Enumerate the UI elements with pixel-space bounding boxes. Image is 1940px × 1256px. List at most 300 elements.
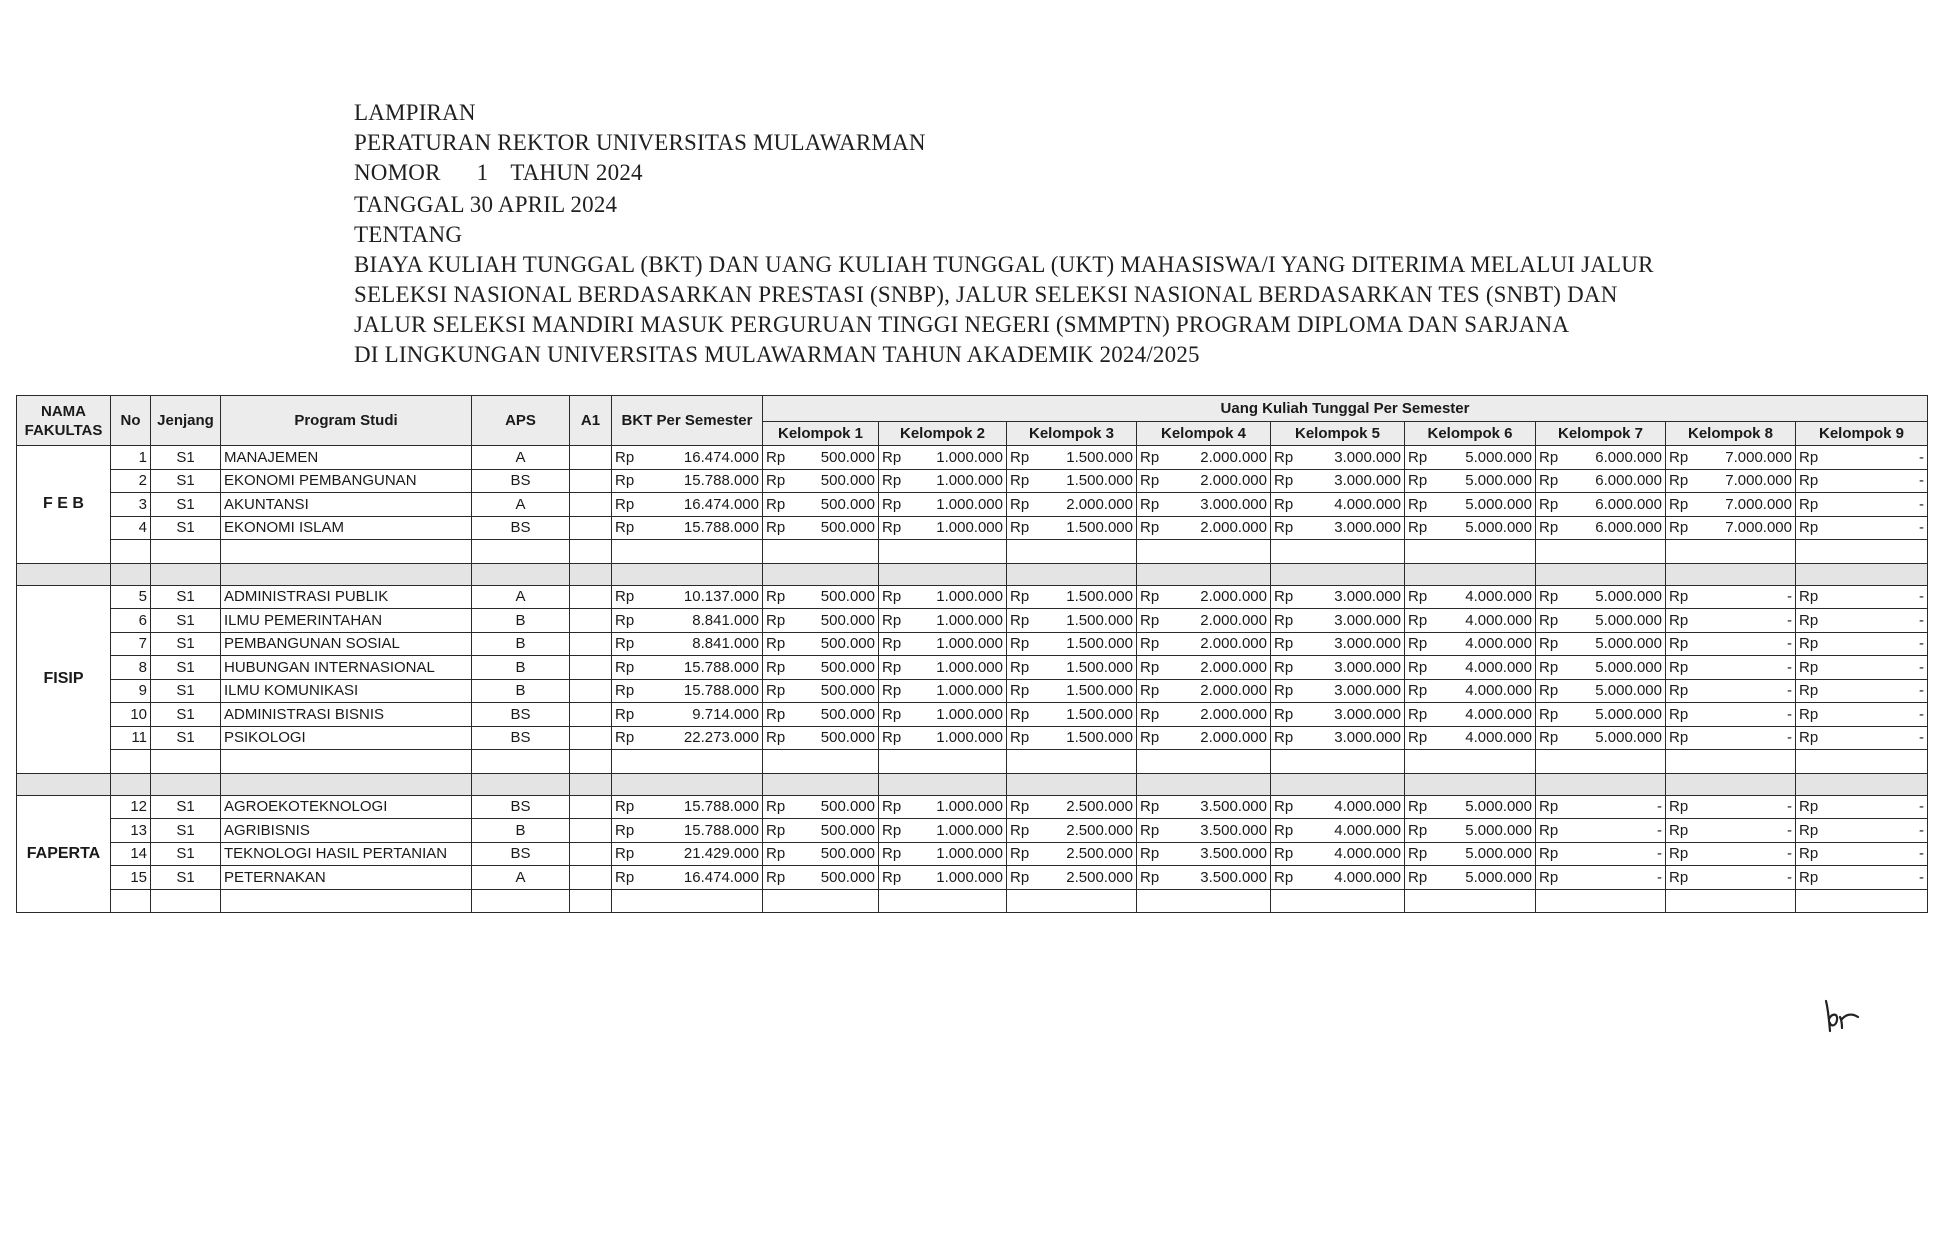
currency-label: Rp — [615, 588, 635, 606]
currency-label: Rp — [615, 729, 635, 747]
currency-label: Rp — [1539, 845, 1559, 863]
currency-label: Rp — [1408, 682, 1428, 700]
amount-value: 4.000.000 — [1334, 798, 1401, 816]
currency-label: Rp — [615, 495, 635, 513]
empty-cell — [17, 773, 111, 795]
a1-value — [570, 656, 612, 680]
nomor-number: 1 — [476, 160, 489, 185]
amount-value: 3.000.000 — [1334, 588, 1401, 606]
empty-cell — [763, 889, 879, 913]
empty-cell — [1137, 889, 1271, 913]
empty-cell — [612, 750, 763, 774]
amount-value: 5.000.000 — [1595, 729, 1662, 747]
header-lampiran: LAMPIRAN — [354, 100, 476, 125]
ukt-kelompok-7 — [1536, 819, 1666, 843]
currency-label: Rp — [1669, 845, 1689, 863]
blank-row — [17, 540, 1928, 564]
amount-value: 500.000 — [820, 495, 875, 513]
empty-cell — [570, 540, 612, 564]
ukt-kelompok-6 — [1405, 842, 1536, 866]
ukt-kelompok-6 — [1405, 516, 1536, 540]
ukt-kelompok-6 — [1405, 493, 1536, 517]
header-kelompok-3: Kelompok 3 — [1007, 422, 1137, 446]
ukt-kelompok-6 — [1405, 446, 1536, 470]
currency-label: Rp — [1539, 635, 1559, 653]
currency-label: Rp — [882, 868, 902, 886]
amount-value: - — [1657, 821, 1662, 839]
empty-cell — [1666, 563, 1796, 585]
bkt-value — [612, 842, 763, 866]
empty-cell — [1796, 563, 1928, 585]
ukt-kelompok-9 — [1796, 842, 1928, 866]
currency-label: Rp — [1274, 611, 1294, 629]
amount-value: 1.000.000 — [936, 729, 1003, 747]
ukt-kelompok-1 — [763, 516, 879, 540]
amount-value: 1.000.000 — [936, 868, 1003, 886]
ukt-kelompok-2 — [879, 632, 1007, 656]
currency-label: Rp — [1408, 821, 1428, 839]
program-studi-name: ILMU KOMUNIKASI — [221, 679, 472, 703]
bkt-value — [612, 585, 763, 609]
empty-cell — [612, 563, 763, 585]
currency-label: Rp — [766, 868, 786, 886]
row-number: 13 — [111, 819, 151, 843]
ukt-kelompok-1 — [763, 679, 879, 703]
amount-value: 500.000 — [820, 682, 875, 700]
aps-value: BS — [472, 842, 570, 866]
empty-cell — [17, 563, 111, 585]
ukt-kelompok-5 — [1271, 819, 1405, 843]
ukt-kelompok-1 — [763, 726, 879, 750]
ukt-kelompok-8 — [1666, 469, 1796, 493]
amount-value: 1.500.000 — [1066, 472, 1133, 490]
aps-value: B — [472, 679, 570, 703]
empty-cell — [1137, 773, 1271, 795]
jenjang-value: S1 — [151, 585, 221, 609]
currency-label: Rp — [1669, 729, 1689, 747]
currency-label: Rp — [1140, 611, 1160, 629]
currency-label: Rp — [1799, 448, 1819, 466]
currency-label: Rp — [882, 705, 902, 723]
empty-cell — [1796, 889, 1928, 913]
currency-label: Rp — [1140, 682, 1160, 700]
ukt-kelompok-2 — [879, 585, 1007, 609]
amount-value: 500.000 — [820, 798, 875, 816]
a1-value — [570, 516, 612, 540]
currency-label: Rp — [1010, 448, 1030, 466]
amount-value: 10.137.000 — [683, 588, 759, 606]
empty-cell — [1007, 750, 1137, 774]
ukt-kelompok-9 — [1796, 469, 1928, 493]
empty-cell — [570, 563, 612, 585]
amount-value: 500.000 — [820, 658, 875, 676]
amount-value: - — [1657, 798, 1662, 816]
bkt-value — [612, 795, 763, 819]
amount-value: 15.788.000 — [683, 682, 759, 700]
currency-label: Rp — [1539, 495, 1559, 513]
amount-value: 3.500.000 — [1200, 821, 1267, 839]
amount-value: 6.000.000 — [1595, 472, 1662, 490]
a1-value — [570, 679, 612, 703]
ukt-kelompok-3 — [1007, 493, 1137, 517]
amount-value: 16.474.000 — [683, 495, 759, 513]
amount-value: 2.000.000 — [1200, 682, 1267, 700]
currency-label: Rp — [1799, 635, 1819, 653]
table-row — [17, 819, 1928, 843]
empty-cell — [151, 773, 221, 795]
empty-cell — [151, 750, 221, 774]
ukt-kelompok-1 — [763, 795, 879, 819]
currency-label: Rp — [766, 519, 786, 537]
currency-label: Rp — [766, 845, 786, 863]
header-program-studi: Program Studi — [221, 396, 472, 446]
currency-label: Rp — [1669, 682, 1689, 700]
bkt-value — [612, 726, 763, 750]
amount-value: - — [1787, 821, 1792, 839]
amount-value: 3.000.000 — [1334, 658, 1401, 676]
currency-label: Rp — [882, 519, 902, 537]
currency-label: Rp — [766, 798, 786, 816]
ukt-kelompok-2 — [879, 842, 1007, 866]
currency-label: Rp — [615, 448, 635, 466]
ukt-kelompok-5 — [1271, 703, 1405, 727]
ukt-kelompok-6 — [1405, 795, 1536, 819]
a1-value — [570, 493, 612, 517]
program-studi-name: PEMBANGUNAN SOSIAL — [221, 632, 472, 656]
empty-cell — [221, 889, 472, 913]
empty-cell — [879, 540, 1007, 564]
currency-label: Rp — [1799, 519, 1819, 537]
group-separator-row — [17, 773, 1928, 795]
currency-label: Rp — [882, 495, 902, 513]
currency-label: Rp — [1539, 705, 1559, 723]
amount-value: 3.000.000 — [1334, 611, 1401, 629]
a1-value — [570, 469, 612, 493]
currency-label: Rp — [882, 588, 902, 606]
currency-label: Rp — [1669, 635, 1689, 653]
header-kelompok-6: Kelompok 6 — [1405, 422, 1536, 446]
header-ukt: Uang Kuliah Tunggal Per Semester — [763, 396, 1928, 422]
ukt-table — [16, 395, 1928, 913]
row-number: 2 — [111, 469, 151, 493]
ukt-kelompok-1 — [763, 703, 879, 727]
currency-label: Rp — [1140, 495, 1160, 513]
bkt-value — [612, 819, 763, 843]
bkt-value — [612, 446, 763, 470]
amount-value: 5.000.000 — [1465, 798, 1532, 816]
ukt-kelompok-7 — [1536, 493, 1666, 517]
jenjang-value: S1 — [151, 795, 221, 819]
currency-label: Rp — [882, 821, 902, 839]
nomor-year: TAHUN 2024 — [510, 160, 643, 185]
ukt-kelompok-9 — [1796, 609, 1928, 633]
empty-cell — [221, 773, 472, 795]
currency-label: Rp — [615, 798, 635, 816]
currency-label: Rp — [882, 635, 902, 653]
ukt-kelompok-3 — [1007, 703, 1137, 727]
amount-value: 5.000.000 — [1465, 821, 1532, 839]
currency-label: Rp — [1539, 729, 1559, 747]
amount-value: 2.000.000 — [1200, 635, 1267, 653]
program-studi-name: PSIKOLOGI — [221, 726, 472, 750]
currency-label: Rp — [766, 472, 786, 490]
amount-value: 15.788.000 — [683, 798, 759, 816]
aps-value: BS — [472, 726, 570, 750]
currency-label: Rp — [1140, 588, 1160, 606]
a1-value — [570, 609, 612, 633]
empty-cell — [1666, 750, 1796, 774]
row-number: 4 — [111, 516, 151, 540]
amount-value: - — [1787, 682, 1792, 700]
program-studi-name: PETERNAKAN — [221, 866, 472, 890]
empty-cell — [612, 540, 763, 564]
currency-label: Rp — [1669, 821, 1689, 839]
jenjang-value: S1 — [151, 842, 221, 866]
table-row — [17, 679, 1928, 703]
table-row — [17, 446, 1928, 470]
empty-cell — [763, 563, 879, 585]
currency-label: Rp — [1669, 519, 1689, 537]
ukt-kelompok-6 — [1405, 866, 1536, 890]
ukt-kelompok-1 — [763, 819, 879, 843]
currency-label: Rp — [1274, 495, 1294, 513]
currency-label: Rp — [766, 588, 786, 606]
jenjang-value: S1 — [151, 469, 221, 493]
header-nama-fakultas: NAMA FAKULTAS — [17, 396, 111, 446]
amount-value: 6.000.000 — [1595, 448, 1662, 466]
currency-label: Rp — [1799, 845, 1819, 863]
empty-cell — [1137, 750, 1271, 774]
bkt-value — [612, 516, 763, 540]
currency-label: Rp — [615, 635, 635, 653]
amount-value: 1.000.000 — [936, 472, 1003, 490]
currency-label: Rp — [615, 658, 635, 676]
amount-value: 4.000.000 — [1465, 635, 1532, 653]
amount-value: 1.500.000 — [1066, 635, 1133, 653]
ukt-kelompok-7 — [1536, 469, 1666, 493]
aps-value: A — [472, 493, 570, 517]
currency-label: Rp — [1799, 588, 1819, 606]
amount-value: - — [1919, 705, 1924, 723]
header-no: No — [111, 396, 151, 446]
jenjang-value: S1 — [151, 446, 221, 470]
currency-label: Rp — [766, 658, 786, 676]
ukt-kelompok-9 — [1796, 446, 1928, 470]
ukt-kelompok-2 — [879, 819, 1007, 843]
amount-value: 3.000.000 — [1200, 495, 1267, 513]
amount-value: 5.000.000 — [1465, 519, 1532, 537]
currency-label: Rp — [1408, 658, 1428, 676]
ukt-kelompok-2 — [879, 446, 1007, 470]
empty-cell — [1666, 540, 1796, 564]
currency-label: Rp — [1669, 472, 1689, 490]
header-kelompok-1: Kelompok 1 — [763, 422, 879, 446]
currency-label: Rp — [882, 729, 902, 747]
ukt-kelompok-7 — [1536, 656, 1666, 680]
empty-cell — [1536, 889, 1666, 913]
amount-value: 22.273.000 — [683, 729, 759, 747]
currency-label: Rp — [1408, 519, 1428, 537]
currency-label: Rp — [1799, 495, 1819, 513]
currency-label: Rp — [882, 682, 902, 700]
amount-value: 2.500.000 — [1066, 821, 1133, 839]
amount-value: 2.000.000 — [1200, 588, 1267, 606]
table-row — [17, 842, 1928, 866]
a1-value — [570, 819, 612, 843]
currency-label: Rp — [766, 705, 786, 723]
bkt-value — [612, 609, 763, 633]
currency-label: Rp — [1539, 519, 1559, 537]
bkt-value — [612, 866, 763, 890]
currency-label: Rp — [1539, 611, 1559, 629]
currency-label: Rp — [766, 729, 786, 747]
jenjang-value: S1 — [151, 819, 221, 843]
table-row — [17, 516, 1928, 540]
amount-value: 4.000.000 — [1334, 495, 1401, 513]
empty-cell — [1271, 540, 1405, 564]
ukt-kelompok-9 — [1796, 585, 1928, 609]
jenjang-value: S1 — [151, 493, 221, 517]
currency-label: Rp — [1274, 868, 1294, 886]
ukt-kelompok-8 — [1666, 656, 1796, 680]
amount-value: 3.000.000 — [1334, 729, 1401, 747]
amount-value: 500.000 — [820, 611, 875, 629]
table-row — [17, 703, 1928, 727]
ukt-kelompok-8 — [1666, 819, 1796, 843]
ukt-kelompok-3 — [1007, 842, 1137, 866]
currency-label: Rp — [1539, 868, 1559, 886]
ukt-kelompok-9 — [1796, 866, 1928, 890]
ukt-kelompok-8 — [1666, 585, 1796, 609]
amount-value: 2.000.000 — [1200, 658, 1267, 676]
ukt-kelompok-2 — [879, 795, 1007, 819]
empty-cell — [1405, 889, 1536, 913]
program-studi-name: MANAJEMEN — [221, 446, 472, 470]
currency-label: Rp — [1140, 519, 1160, 537]
amount-value: 2.000.000 — [1066, 495, 1133, 513]
ukt-kelompok-7 — [1536, 842, 1666, 866]
amount-value: 6.000.000 — [1595, 495, 1662, 513]
amount-value: 4.000.000 — [1465, 682, 1532, 700]
row-number: 7 — [111, 632, 151, 656]
amount-value: 2.000.000 — [1200, 472, 1267, 490]
a1-value — [570, 703, 612, 727]
amount-value: 2.000.000 — [1200, 611, 1267, 629]
amount-value: 6.000.000 — [1595, 519, 1662, 537]
amount-value: - — [1787, 845, 1792, 863]
ukt-kelompok-7 — [1536, 446, 1666, 470]
ukt-kelompok-4 — [1137, 516, 1271, 540]
ukt-kelompok-9 — [1796, 493, 1928, 517]
empty-cell — [111, 889, 151, 913]
amount-value: 500.000 — [820, 729, 875, 747]
empty-cell — [1405, 540, 1536, 564]
ukt-kelompok-3 — [1007, 866, 1137, 890]
a1-value — [570, 842, 612, 866]
aps-value: BS — [472, 516, 570, 540]
ukt-kelompok-7 — [1536, 585, 1666, 609]
currency-label: Rp — [1274, 519, 1294, 537]
amount-value: - — [1919, 682, 1924, 700]
program-studi-name: TEKNOLOGI HASIL PERTANIAN — [221, 842, 472, 866]
currency-label: Rp — [1010, 611, 1030, 629]
empty-cell — [570, 773, 612, 795]
ukt-kelompok-2 — [879, 866, 1007, 890]
ukt-kelompok-9 — [1796, 795, 1928, 819]
amount-value: 3.000.000 — [1334, 472, 1401, 490]
amount-value: 500.000 — [820, 821, 875, 839]
amount-value: 15.788.000 — [683, 821, 759, 839]
currency-label: Rp — [1140, 868, 1160, 886]
header-title-line-3: JALUR SELEKSI MANDIRI MASUK PERGURUAN TINGGI NEGERI (SMMPTN) PROGRAM DIPLOMA DAN SARJANA — [354, 312, 1570, 337]
amount-value: 15.788.000 — [683, 658, 759, 676]
ukt-kelompok-9 — [1796, 656, 1928, 680]
amount-value: 1.000.000 — [936, 658, 1003, 676]
ukt-kelompok-3 — [1007, 679, 1137, 703]
empty-cell — [763, 773, 879, 795]
amount-value: 500.000 — [820, 472, 875, 490]
ukt-kelompok-1 — [763, 469, 879, 493]
amount-value: 15.788.000 — [683, 472, 759, 490]
empty-cell — [111, 773, 151, 795]
empty-cell — [763, 750, 879, 774]
ukt-kelompok-3 — [1007, 446, 1137, 470]
blank-row — [17, 750, 1928, 774]
amount-value: 5.000.000 — [1595, 705, 1662, 723]
amount-value: 5.000.000 — [1465, 472, 1532, 490]
ukt-kelompok-4 — [1137, 493, 1271, 517]
signature-initials — [1820, 995, 1870, 1035]
amount-value: 500.000 — [820, 705, 875, 723]
currency-label: Rp — [766, 611, 786, 629]
ukt-kelompok-5 — [1271, 726, 1405, 750]
amount-value: 5.000.000 — [1465, 495, 1532, 513]
currency-label: Rp — [1799, 682, 1819, 700]
empty-cell — [1271, 563, 1405, 585]
currency-label: Rp — [766, 682, 786, 700]
amount-value: 500.000 — [820, 588, 875, 606]
table-row — [17, 866, 1928, 890]
empty-cell — [1007, 540, 1137, 564]
bkt-value — [612, 656, 763, 680]
empty-cell — [1007, 889, 1137, 913]
amount-value: 1.500.000 — [1066, 588, 1133, 606]
header-kelompok-2: Kelompok 2 — [879, 422, 1007, 446]
program-studi-name: ILMU PEMERINTAHAN — [221, 609, 472, 633]
bkt-value — [612, 703, 763, 727]
amount-value: 4.000.000 — [1334, 821, 1401, 839]
header-title-line-4: DI LINGKUNGAN UNIVERSITAS MULAWARMAN TAHUN AKADEMIK 2024/2025 — [354, 342, 1200, 367]
empty-cell — [570, 750, 612, 774]
ukt-kelompok-4 — [1137, 632, 1271, 656]
ukt-kelompok-2 — [879, 469, 1007, 493]
amount-value: 2.000.000 — [1200, 705, 1267, 723]
amount-value: 1.000.000 — [936, 448, 1003, 466]
ukt-kelompok-7 — [1536, 726, 1666, 750]
currency-label: Rp — [1408, 705, 1428, 723]
currency-label: Rp — [1408, 588, 1428, 606]
amount-value: - — [1787, 705, 1792, 723]
amount-value: - — [1919, 588, 1924, 606]
amount-value: 1.500.000 — [1066, 705, 1133, 723]
ukt-kelompok-9 — [1796, 632, 1928, 656]
a1-value — [570, 446, 612, 470]
nomor-label: NOMOR — [354, 160, 441, 185]
amount-value: 5.000.000 — [1465, 845, 1532, 863]
program-studi-name: AKUNTANSI — [221, 493, 472, 517]
ukt-kelompok-1 — [763, 656, 879, 680]
empty-cell — [1405, 563, 1536, 585]
